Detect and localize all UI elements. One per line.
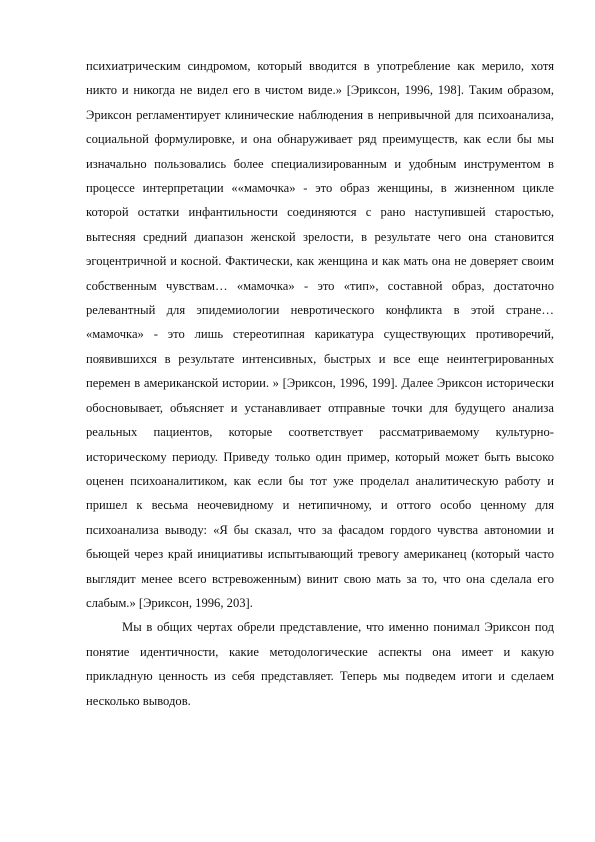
paragraph-conclusion: Мы в общих чертах обрели представление, что именно понимал Эриксон под понятие идентичности, какие методологические аспекты она имеет и какую прикладную ценность из себя представляет. Теперь мы подведем итоги и сделаем несколько выводов. — [86, 620, 554, 708]
paragraph-continued: психиатрическим синдромом, который вводится в употребление как мерило, хотя никто и никогда не видел его в чистом виде.» [Эриксон, 1996, 198]. Таким образом, Эриксон регламентирует клинические наблюдения в непривычной для психоанализа, социальной формулировке, и она обнаруживает ряд преимуществ, как если бы мы изначально пользовались более специализированным и удобным инструментом в процессе интерпретации ««мамочка» - это образ женщины, в жизненном цикле которой остатки инфантильности соединяются с рано наступившей старостью, вытесняя средний диапазон женской зрелости, в результате чего она становится эгоцентричной и косной. Фактически, как женщина и как мать она не доверяет своим собственным чувствам… «мамочка» - это «тип», составной образ, достаточно релевантный для эпидемиологии невротического конфликта в этой стране… «мамочка» - это лишь стереотипная карикатура существующих противоречий, появившихся в результате интенсивных, быстрых и все еще неинтегрированных перемен в американской истории. » [Эриксон, 1996, 199]. Далее Эриксон исторически обосновывает, объясняет и устанавливает отправные точки для будущего анализа реальных пациентов, которые соответствует рассматриваемому культурно-историческому периоду. Приведу только один пример, который может быть высоко оценен психоаналитиком, как если бы тот уже проделал аналитическую работу и пришел к весьма неочевидному и нетипичному, и оттого особо ценному для психоанализа выводу: «Я бы сказал, что за фасадом гордого чувства автономии и бьющей через край инициативы испытывающий тревогу американец (который часто выглядит менее всего встревоженным) винит свою мать за то, что она сделала его слабым.» [Эриксон, 1996, 203]. — [86, 59, 554, 610]
document-page — [86, 54, 554, 713]
